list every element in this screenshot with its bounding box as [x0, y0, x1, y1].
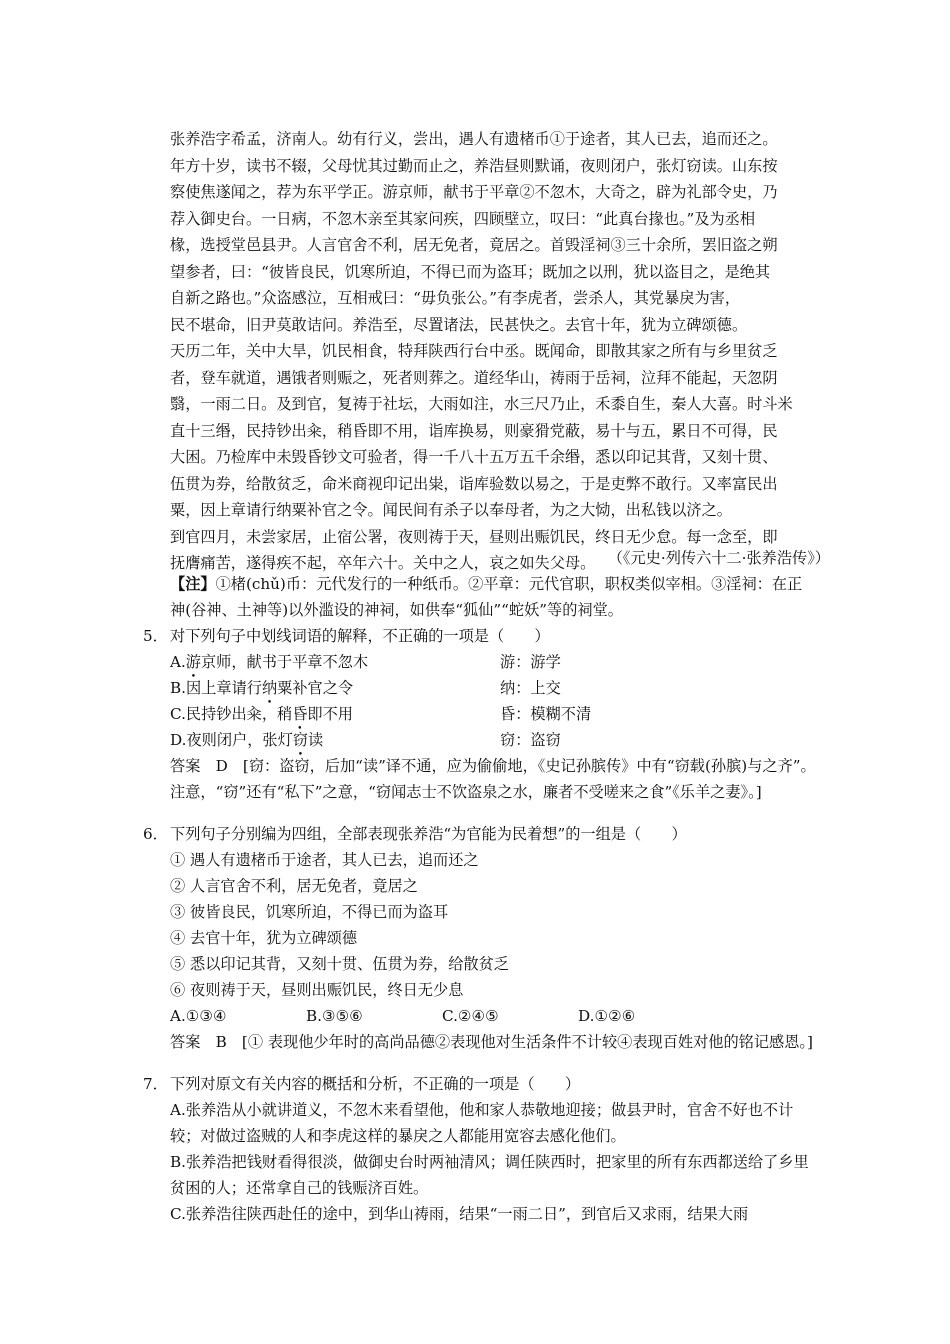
passage-line: 抚膺痛苦，遂得疾不起，卒年六十。关中之人，哀之如失父母。 [170, 554, 596, 572]
choice-c: C.②④⑤ [442, 1007, 499, 1025]
question-number: 6． [143, 825, 168, 843]
marked-word: 昏 [292, 705, 308, 723]
option-gloss: 纳：上交 [500, 679, 561, 697]
marked-word: 纳 [261, 679, 278, 697]
option-text: 粟补官之令 [277, 679, 354, 697]
option-gloss: 昏：模糊不清 [500, 705, 592, 723]
passage-line: 天历二年，关中大旱，饥民相食，特拜陕西行台中丞。既闻命，即散其家之所有与乡里贫乏 [170, 342, 778, 360]
passage-line: 翳，一雨二日。及到官，复祷于社坛，大雨如注，水三尺乃止，禾黍自生，秦人大喜。时斗米 [170, 395, 793, 413]
question-stem: 下列对原文有关内容的概括和分析，不正确的一项是（ ） [170, 1075, 581, 1093]
source-citation: （《元史·列传六十二·张养浩传》） [607, 549, 830, 567]
passage-line: 张养浩字希孟，济南人。幼有行义，尝出，遇人有遗楮币①于途者，其人已去，追而还之。 [170, 130, 778, 148]
passage-line: 直十三缗，民持钞出籴，稍昏即不用，诣库换易，则豪猾党蔽，易十与五，累日不可得，民 [170, 421, 778, 440]
option-row [170, 649, 823, 675]
option-letter: D. [170, 731, 187, 749]
passage-line: 大困。乃检库中未毁昏钞文可验者，得一千八十五万五千余缗，悉以印记其背，又刻十贯、 [170, 448, 778, 466]
choice-d: D.①②⑥ [578, 1007, 636, 1025]
question-stem: 对下列句子中划线词语的解释，不正确的一项是（ ） [170, 627, 550, 645]
option-text: 夜则闭户，张灯 [186, 731, 293, 749]
marked-word: 游 [185, 653, 201, 671]
choice-row [170, 1003, 823, 1029]
numbered-item: ④ 去官十年，犹为立碑颂德 [170, 929, 358, 947]
option-text: 民持钞出籴，稍 [185, 705, 293, 723]
option-text: 京师，献书于平章不忽木 [200, 653, 369, 671]
numbered-item: ② 人言官舍不利，居无免者，竟居之 [170, 877, 418, 895]
footnote-tag: 【注】 [170, 575, 216, 593]
option-text: 因上章请行 [186, 679, 262, 697]
passage-line: 年方十岁，读书不辍，父母忧其过勤而止之，养浩昼则默诵，夜则闭户，张灯窃读。山东按 [170, 156, 778, 175]
numbered-item: ⑥ 夜则祷于天，昼则出赈饥民，终日无少息 [170, 981, 464, 999]
option-c: C.张养浩往陕西赴任的途中，到华山祷雨，结果“一雨二日”，到官后又求雨，结果大雨 [170, 1205, 749, 1223]
option-row [170, 675, 823, 701]
option-gloss: 游：游学 [500, 653, 561, 671]
marked-word: 窃 [292, 731, 308, 749]
passage-line: 察使焦遂闻之，荐为东平学正。游京师，献书于平章②不忽木，大奇之，辟为礼部令史，乃 [170, 183, 778, 201]
answer-explanation: 答案 B [① 表现他少年时的高尚品德②表现他对生活条件不计较④表现百姓对他的铭记感恩。] [170, 1033, 813, 1051]
passage-line: 民不堪命，旧尹莫敢诘问。养浩至，尽置诸法，民甚快之。去官十年，犹为立碑颂德。 [170, 315, 748, 334]
option-letter: C. [170, 705, 186, 723]
passage-line: 者，登车就道，遇饿者则赈之，死者则葬之。道经华山，祷雨于岳祠，泣拜不能起，天忽阴 [170, 368, 778, 387]
passage-line: 自新之路也。”众盗感泣，互相戒曰：“毋负张公。”有李虎者，尝杀人，其党暴戾为害， [170, 289, 741, 307]
question-5 [143, 623, 823, 805]
answer-explanation: 答案 D [窃：盗窃，后加“读”译不通，应为偷偷地，《史记孙膑传》中有“窃载(孙膑)与之齐”。注意，“窃”还有“私下”之意，“窃闻志士不饮盗泉之水，廉者不受嗟来之食”《乐羊之妻》。] [170, 757, 816, 801]
choice-a: A.①③④ [170, 1007, 227, 1025]
passage [170, 126, 815, 577]
passage-line: 伍贯为券，给散贫乏，命米商视印记出粜，诣库验数以易之，于是吏弊不敢行。又率富民出 [170, 474, 778, 493]
option-b: B.张养浩把钱财看得很淡，做御史台时两袖清风；调任陕西时，把家里的所有东西都送给了乡里贫困的人；还常拿自己的钱赈济百姓。 [170, 1153, 809, 1197]
option-row [170, 727, 823, 753]
choice-b: B.③⑤⑥ [306, 1007, 363, 1025]
option-text: 读 [307, 731, 324, 749]
option-letter: B. [170, 679, 186, 697]
question-stem: 下列句子分别编为四组，全部表现张养浩“为官能为民着想”的一组是（ ） [170, 825, 687, 843]
numbered-item: ③ 彼皆良民，饥寒所迫，不得已而为盗耳 [170, 903, 449, 921]
footnote-text: ①楮(chǔ)币：元代发行的一种纸币。②平章：元代官职，职权类似宰相。③淫祠：在正神(谷神、土神等)以外滥设的神祠，如供奉“狐仙”“蛇妖”等的祠堂。 [170, 575, 803, 619]
numbered-item: ① 遇人有遗楮币于途者，其人已去，追而还之 [170, 851, 479, 869]
question-6 [143, 821, 823, 1055]
option-gloss: 窃：盗窃 [500, 731, 561, 749]
passage-line: 粟，因上章请行纳粟补官之令。闻民间有杀子以奉母者，为之大恸，出私钱以济之。 [170, 501, 732, 519]
option-text: 即不用 [307, 705, 353, 723]
passage-line: 望参者，曰：“彼皆良民，饥寒所迫，不得已而为盗耳；既加之以刑，犹以盗目之，是绝其 [170, 262, 771, 281]
passage-line: 椽，选授堂邑县尹。人言官舍不利，居无免者，竟居之。首毁淫祠③三十余所，罢旧盗之朔 [170, 236, 778, 254]
question-7 [143, 1071, 823, 1267]
option-a: A.张养浩从小就讲道义，不忽木来看望他，他和家人恭敬地迎接；做县尹时，官舍不好也不计较；对做过盗贼的人和李虎这样的暴戾之人都能用宽容去感化他们。 [170, 1101, 794, 1145]
passage-line: 到官四月，未尝家居，止宿公署，夜则祷于天，昼则出赈饥民，终日无少怠。每一念至，即 [170, 527, 778, 546]
numbered-item: ⑤ 悉以印记其背，又刻十贯、伍贯为券，给散贫乏 [170, 955, 509, 973]
passage-line: 荐入御史台。一日病，不忽木亲至其家问疾，四顾壁立，叹曰：“此真台掾也。”及为丞相 [170, 209, 756, 228]
option-letter: A. [170, 653, 186, 671]
question-number: 7． [143, 1075, 168, 1093]
footnote [170, 571, 815, 623]
question-number: 5． [143, 627, 168, 645]
